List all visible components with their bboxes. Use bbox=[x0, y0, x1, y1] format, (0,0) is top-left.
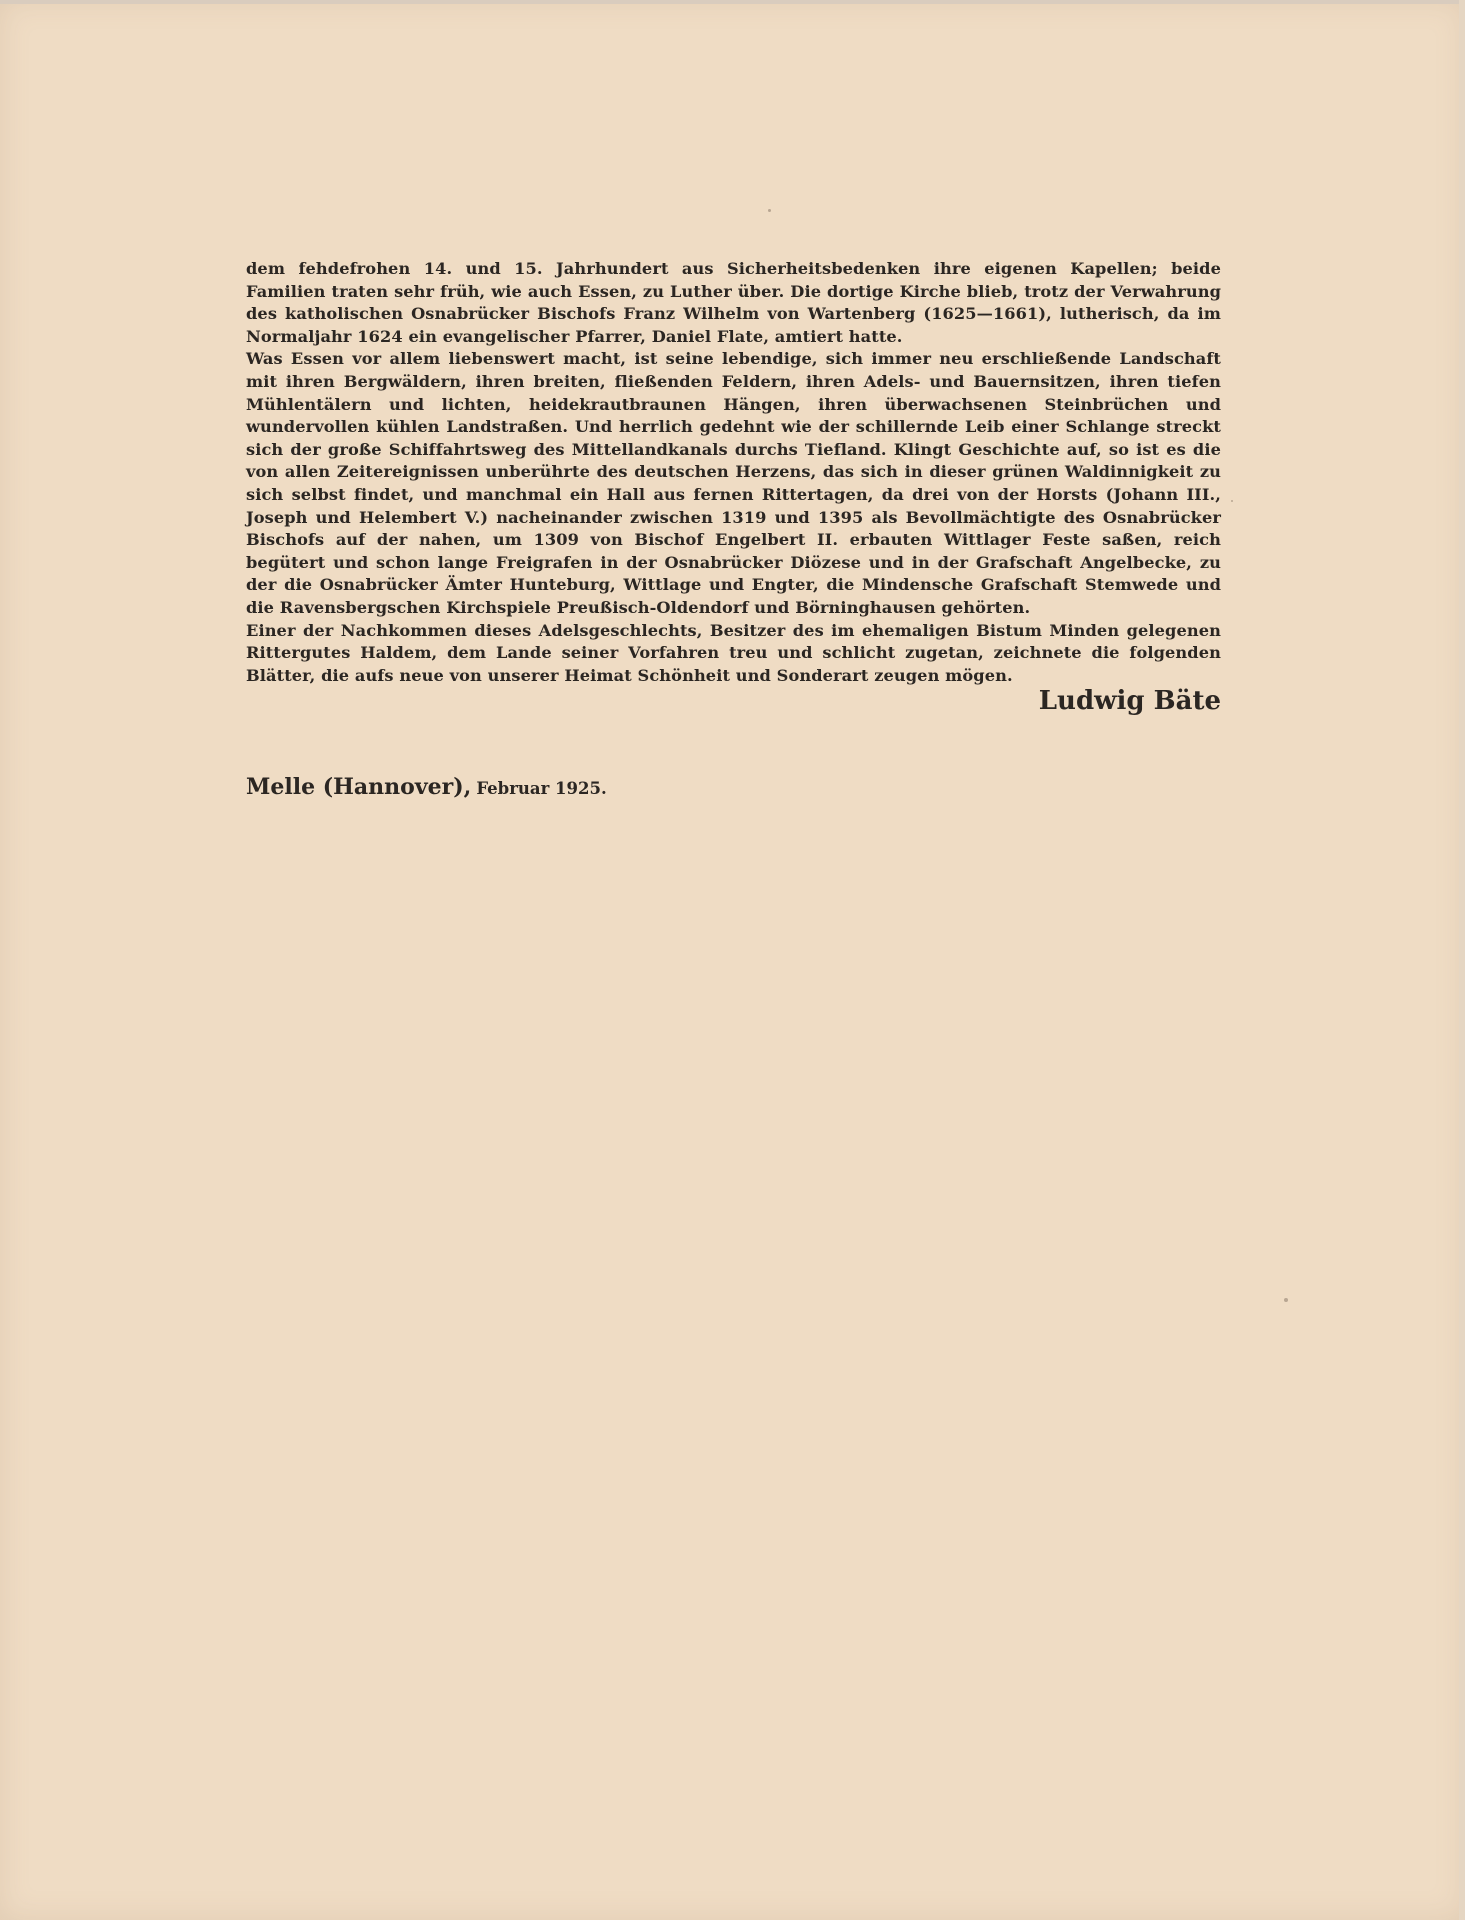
paper-speck bbox=[768, 209, 771, 212]
body-text bbox=[246, 258, 1221, 687]
page-right-edge bbox=[1459, 0, 1465, 1920]
page-top-edge bbox=[0, 0, 1465, 4]
paper-speck bbox=[1231, 500, 1233, 502]
paragraph-3: Einer der Nachkommen dieses Adelsgeschlechts, Besitzer des im ehemaligen Bistum Minden gelegenen Rittergutes Haldem, dem Lande seiner Vorfahren treu und schlicht zugetan, zeichnete die folgenden Blätter, die aufs neue von unserer Heimat Schönheit und Sonderart zeugen mögen. bbox=[246, 620, 1221, 685]
dateline bbox=[246, 774, 607, 800]
paragraph-1: dem fehdefrohen 14. und 15. Jahrhundert aus Sicherheitsbedenken ihre eigenen Kapellen; beide Familien traten sehr früh, wie auch Essen, zu Luther über. Die dortige Kirche blieb, trotz der Verwahrung des katholischen Osnabrücker Bischofs Franz Wilhelm von Wartenberg (1625—1661), lutherisch, da im Normaljahr 1624 ein evangelischer Pfarrer, Daniel Flate, amtiert hatte. bbox=[246, 259, 1221, 346]
paper-speck bbox=[1284, 1298, 1288, 1302]
paragraph-2: Was Essen vor allem liebenswert macht, ist seine lebendige, sich immer neu erschließende Landschaft mit ihren Bergwäldern, ihren breiten, fließenden Feldern, ihren Adels- und Bauernsitzen, ihren tiefen Mühlentälern und lichten, heidekrautbraunen Hängen, ihren überwachsenen Steinbrüchen und wundervollen kühlen Landstraßen. Und herrlich gedehnt wie der schillernde Leib einer Schlange streckt sich der große Schiffahrtsweg des Mittellandkanals durchs Tiefland. Klingt Geschichte auf, so ist es die von allen Zeitereignissen unberührte des deutschen Herzens, das sich in dieser grünen Waldinnigkeit zu sich selbst findet, und manchmal ein Hall aus fernen Rittertagen, da drei von der Horsts (Johann III., Joseph und Helembert V.) nacheinander zwischen 1319 und 1395 als Bevollmächtigte des Osnabrücker Bischofs auf der nahen, um 1309 von Bischof Engelbert II. erbauten Wittlager Feste saßen, reich begütert und schon lange Freigrafen in der Osnabrücker Diözese und in der Grafschaft Angelbecke, zu der die Osnabrücker Ämter Hunteburg, Wittlage und Engter, die Mindensche Grafschaft Stemwede und die Ravensbergschen Kirchspiele Preußisch-Oldendorf und Börninghausen gehörten. bbox=[246, 349, 1221, 617]
date-text: Februar 1925. bbox=[476, 779, 607, 798]
place-name: Melle (Hannover), bbox=[246, 774, 472, 800]
author-signature: Ludwig Bäte bbox=[1038, 686, 1221, 716]
